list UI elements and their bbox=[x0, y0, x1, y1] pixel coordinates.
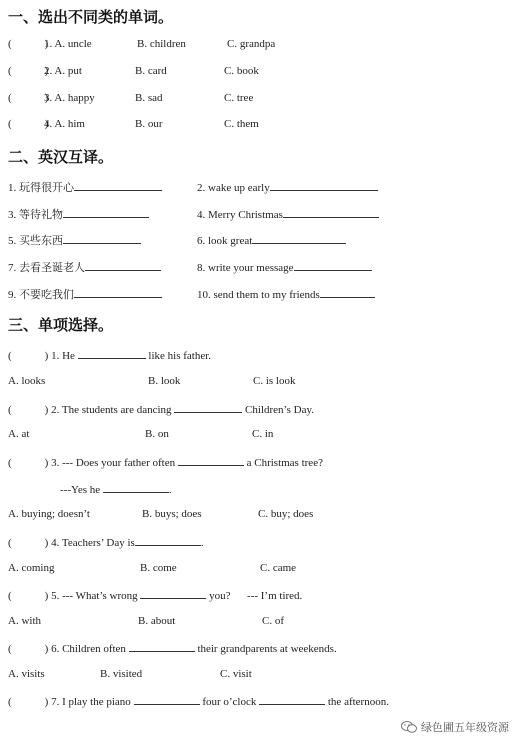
s3-q1-stem: ( ) 1. He like his father. bbox=[8, 350, 212, 362]
s3-q3-c: C. buy; does bbox=[258, 508, 314, 520]
s1-q2-b: B. card bbox=[135, 65, 167, 77]
s2-item-3: 3. 等待礼物 bbox=[8, 207, 149, 222]
s1-q1-a: 1. A. uncle bbox=[44, 38, 92, 50]
s3-q2-stem: ( ) 2. The students are dancing Children’s Day. bbox=[8, 404, 314, 416]
s1-q1-b: B. children bbox=[137, 38, 186, 50]
section1-heading: 一、选出不同类的单词。 bbox=[8, 8, 174, 26]
s3-q3-stem: ( ) 3. --- Does your father often a Christmas tree? bbox=[8, 457, 323, 469]
s1-q3-a: 3. A. happy bbox=[44, 92, 95, 104]
s3-q4-c: C. came bbox=[260, 562, 297, 574]
s1-q4-paren: ( ) bbox=[8, 118, 49, 130]
s3-q3-b: B. buys; does bbox=[142, 508, 202, 520]
s3-q1-a: A. looks bbox=[8, 375, 46, 387]
s3-q6-a: A. visits bbox=[8, 668, 45, 680]
watermark bbox=[401, 719, 509, 735]
s1-q4-b: B. our bbox=[135, 118, 163, 130]
s2-item-1: 1. 玩得很开心 bbox=[8, 180, 162, 195]
section2-heading: 二、英汉互译。 bbox=[8, 148, 114, 166]
s1-q3-paren: ( ) bbox=[8, 92, 49, 104]
s3-q4-stem: ( ) 4. Teachers’ Day is . bbox=[8, 537, 204, 549]
wechat-icon bbox=[401, 721, 417, 733]
s2-item-10: 10. send them to my friends bbox=[197, 287, 375, 302]
s3-q7-stem: ( ) 7. I play the piano four o’clock the afternoon. bbox=[8, 696, 389, 708]
s2-item-8: 8. write your message bbox=[197, 260, 372, 275]
s1-q3-b: B. sad bbox=[135, 92, 163, 104]
s1-q2-c: C. book bbox=[224, 65, 259, 77]
s1-q1-paren: ( ) bbox=[8, 38, 49, 50]
s1-q1-c: C. grandpa bbox=[227, 38, 276, 50]
s3-q5-stem: ( ) 5. --- What’s wrong you? --- I’m tired. bbox=[8, 590, 303, 602]
s3-q3-line2: ---Yes he . bbox=[60, 484, 172, 496]
s3-q5-b: B. about bbox=[138, 615, 176, 627]
s3-q4-b: B. come bbox=[140, 562, 177, 574]
s3-q6-b: B. visited bbox=[100, 668, 143, 680]
s1-q2-paren: ( ) bbox=[8, 65, 49, 77]
s3-q5-c: C. of bbox=[262, 615, 284, 627]
s3-q2-a: A. at bbox=[8, 428, 30, 440]
section3-heading: 三、单项选择。 bbox=[8, 316, 114, 334]
s2-item-2: 2. wake up early bbox=[197, 180, 378, 195]
s1-q2-a: 2. A. put bbox=[44, 65, 82, 77]
s2-item-6: 6. look great bbox=[197, 233, 346, 248]
s2-item-9: 9. 不要吃我们 bbox=[8, 287, 162, 302]
watermark-text: 绿色圃五年级资源 bbox=[421, 721, 509, 734]
s3-q2-b: B. on bbox=[145, 428, 169, 440]
s3-q6-stem: ( ) 6. Children often their grandparents at weekends. bbox=[8, 643, 337, 655]
s3-q4-a: A. coming bbox=[8, 562, 55, 574]
s3-q1-b: B. look bbox=[148, 375, 181, 387]
s3-q5-a: A. with bbox=[8, 615, 41, 627]
s1-q3-c: C. tree bbox=[224, 92, 254, 104]
s3-q2-c: C. in bbox=[252, 428, 274, 440]
s1-q4-a: 4. A. him bbox=[44, 118, 85, 130]
s2-item-4: 4. Merry Christmas bbox=[197, 207, 379, 222]
s1-q4-c: C. them bbox=[224, 118, 259, 130]
s2-item-7: 7. 去看圣诞老人 bbox=[8, 260, 161, 275]
s3-q3-a: A. buying; doesn’t bbox=[8, 508, 90, 520]
s3-q6-c: C. visit bbox=[220, 668, 252, 680]
s3-q1-c: C. is look bbox=[253, 375, 296, 387]
s2-item-5: 5. 买些东西 bbox=[8, 233, 141, 248]
